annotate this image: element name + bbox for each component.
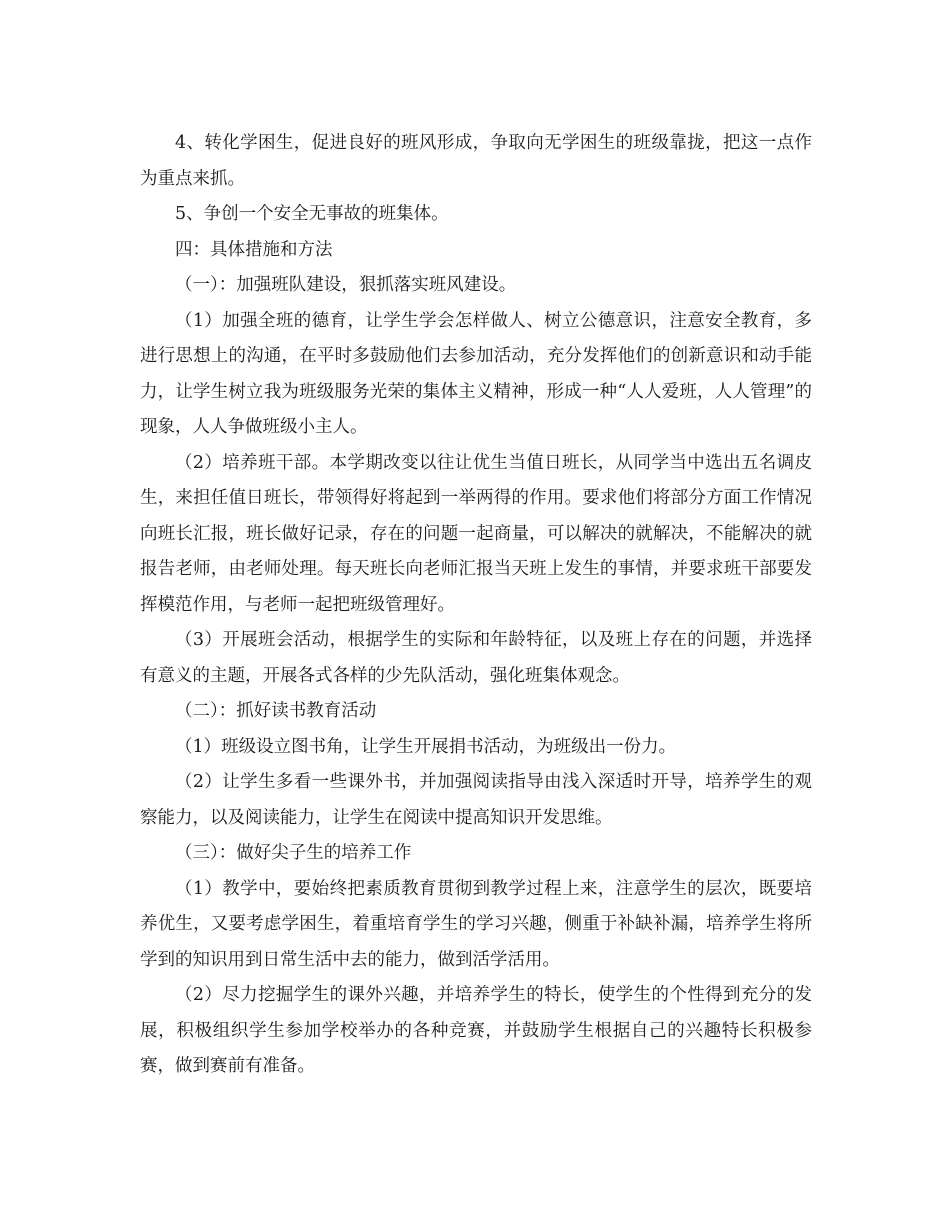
document-body: [140, 126, 812, 1085]
paragraph-reading-guidance: （2）让学生多看一些课外书，并加强阅读指导由浅入深适时开导，培养学生的观察能力，以及阅读能力，让学生在阅读中提高知识开发思维。: [140, 772, 812, 828]
paragraph-class-cadres: （2）培养班干部。本学期改变以往让优生当值日班长，从同学当中选出五名调皮生，来担任值日班长，带领得好将起到一举两得的作用。要求他们将部分方面工作情况向班长汇报，班长做好记录，存在的问题一起商量，可以解决的就解决，不能解决的就报告老师，由老师处理。每天班长向老师汇报当天班上发生的事情，并要求班干部要发挥模范作用，与老师一起把班级管理好。: [140, 452, 812, 615]
paragraph-interests-competitions: （2）尽力挖掘学生的课外兴趣，并培养学生的特长，使学生的个性得到充分的发展，积极组织学生参加学校举办的各种竞赛，并鼓励学生根据自己的兴趣特长积极参赛，做到赛前有准备。: [140, 985, 812, 1076]
paragraph-goal-5: 5、争创一个安全无事故的班集体。: [175, 204, 449, 224]
paragraph-book-corner: （1）班级设立图书角，让学生开展捐书活动，为班级出一份力。: [175, 736, 677, 757]
paragraph-goal-4: 4、转化学困生，促进良好的班风形成，争取向无学困生的班级靠拢，把这一点作为重点来抓。: [140, 133, 812, 189]
section-heading-measures: 四：具体措施和方法: [175, 239, 333, 260]
subsection-heading-3: （三）：做好尖子生的培养工作: [175, 843, 412, 863]
subsection-heading-1: （一）：加强班队建设，狠抓落实班风建设。: [175, 275, 517, 295]
paragraph-quality-education: （1）教学中，要始终把素质教育贯彻到教学过程上来，注意学生的层次，既要培养优生，又要考虑学困生，着重培育学生的学习兴趣，侧重于补缺补漏，培养学生将所学到的知识用到日常生活中去的能力，做到活学活用。: [140, 878, 812, 970]
subsection-heading-2: （二）：抓好读书教育活动: [175, 701, 377, 721]
paragraph-moral-education: （1）加强全班的德育，让学生学会怎样做人、树立公德意识，注意安全教育，多进行思想上的沟通，在平时多鼓励他们去参加活动，充分发挥他们的创新意识和动手能力，让学生树立我为班级服务光荣的集体主义精神，形成一种“人人爱班，人人管理”的现象，人人争做班级小主人。: [140, 310, 812, 437]
paragraph-class-meetings: （3）开展班会活动，根据学生的实际和年龄特征，以及班上存在的问题，并选择有意义的主题，开展各式各样的少先队活动，强化班集体观念。: [140, 630, 812, 686]
